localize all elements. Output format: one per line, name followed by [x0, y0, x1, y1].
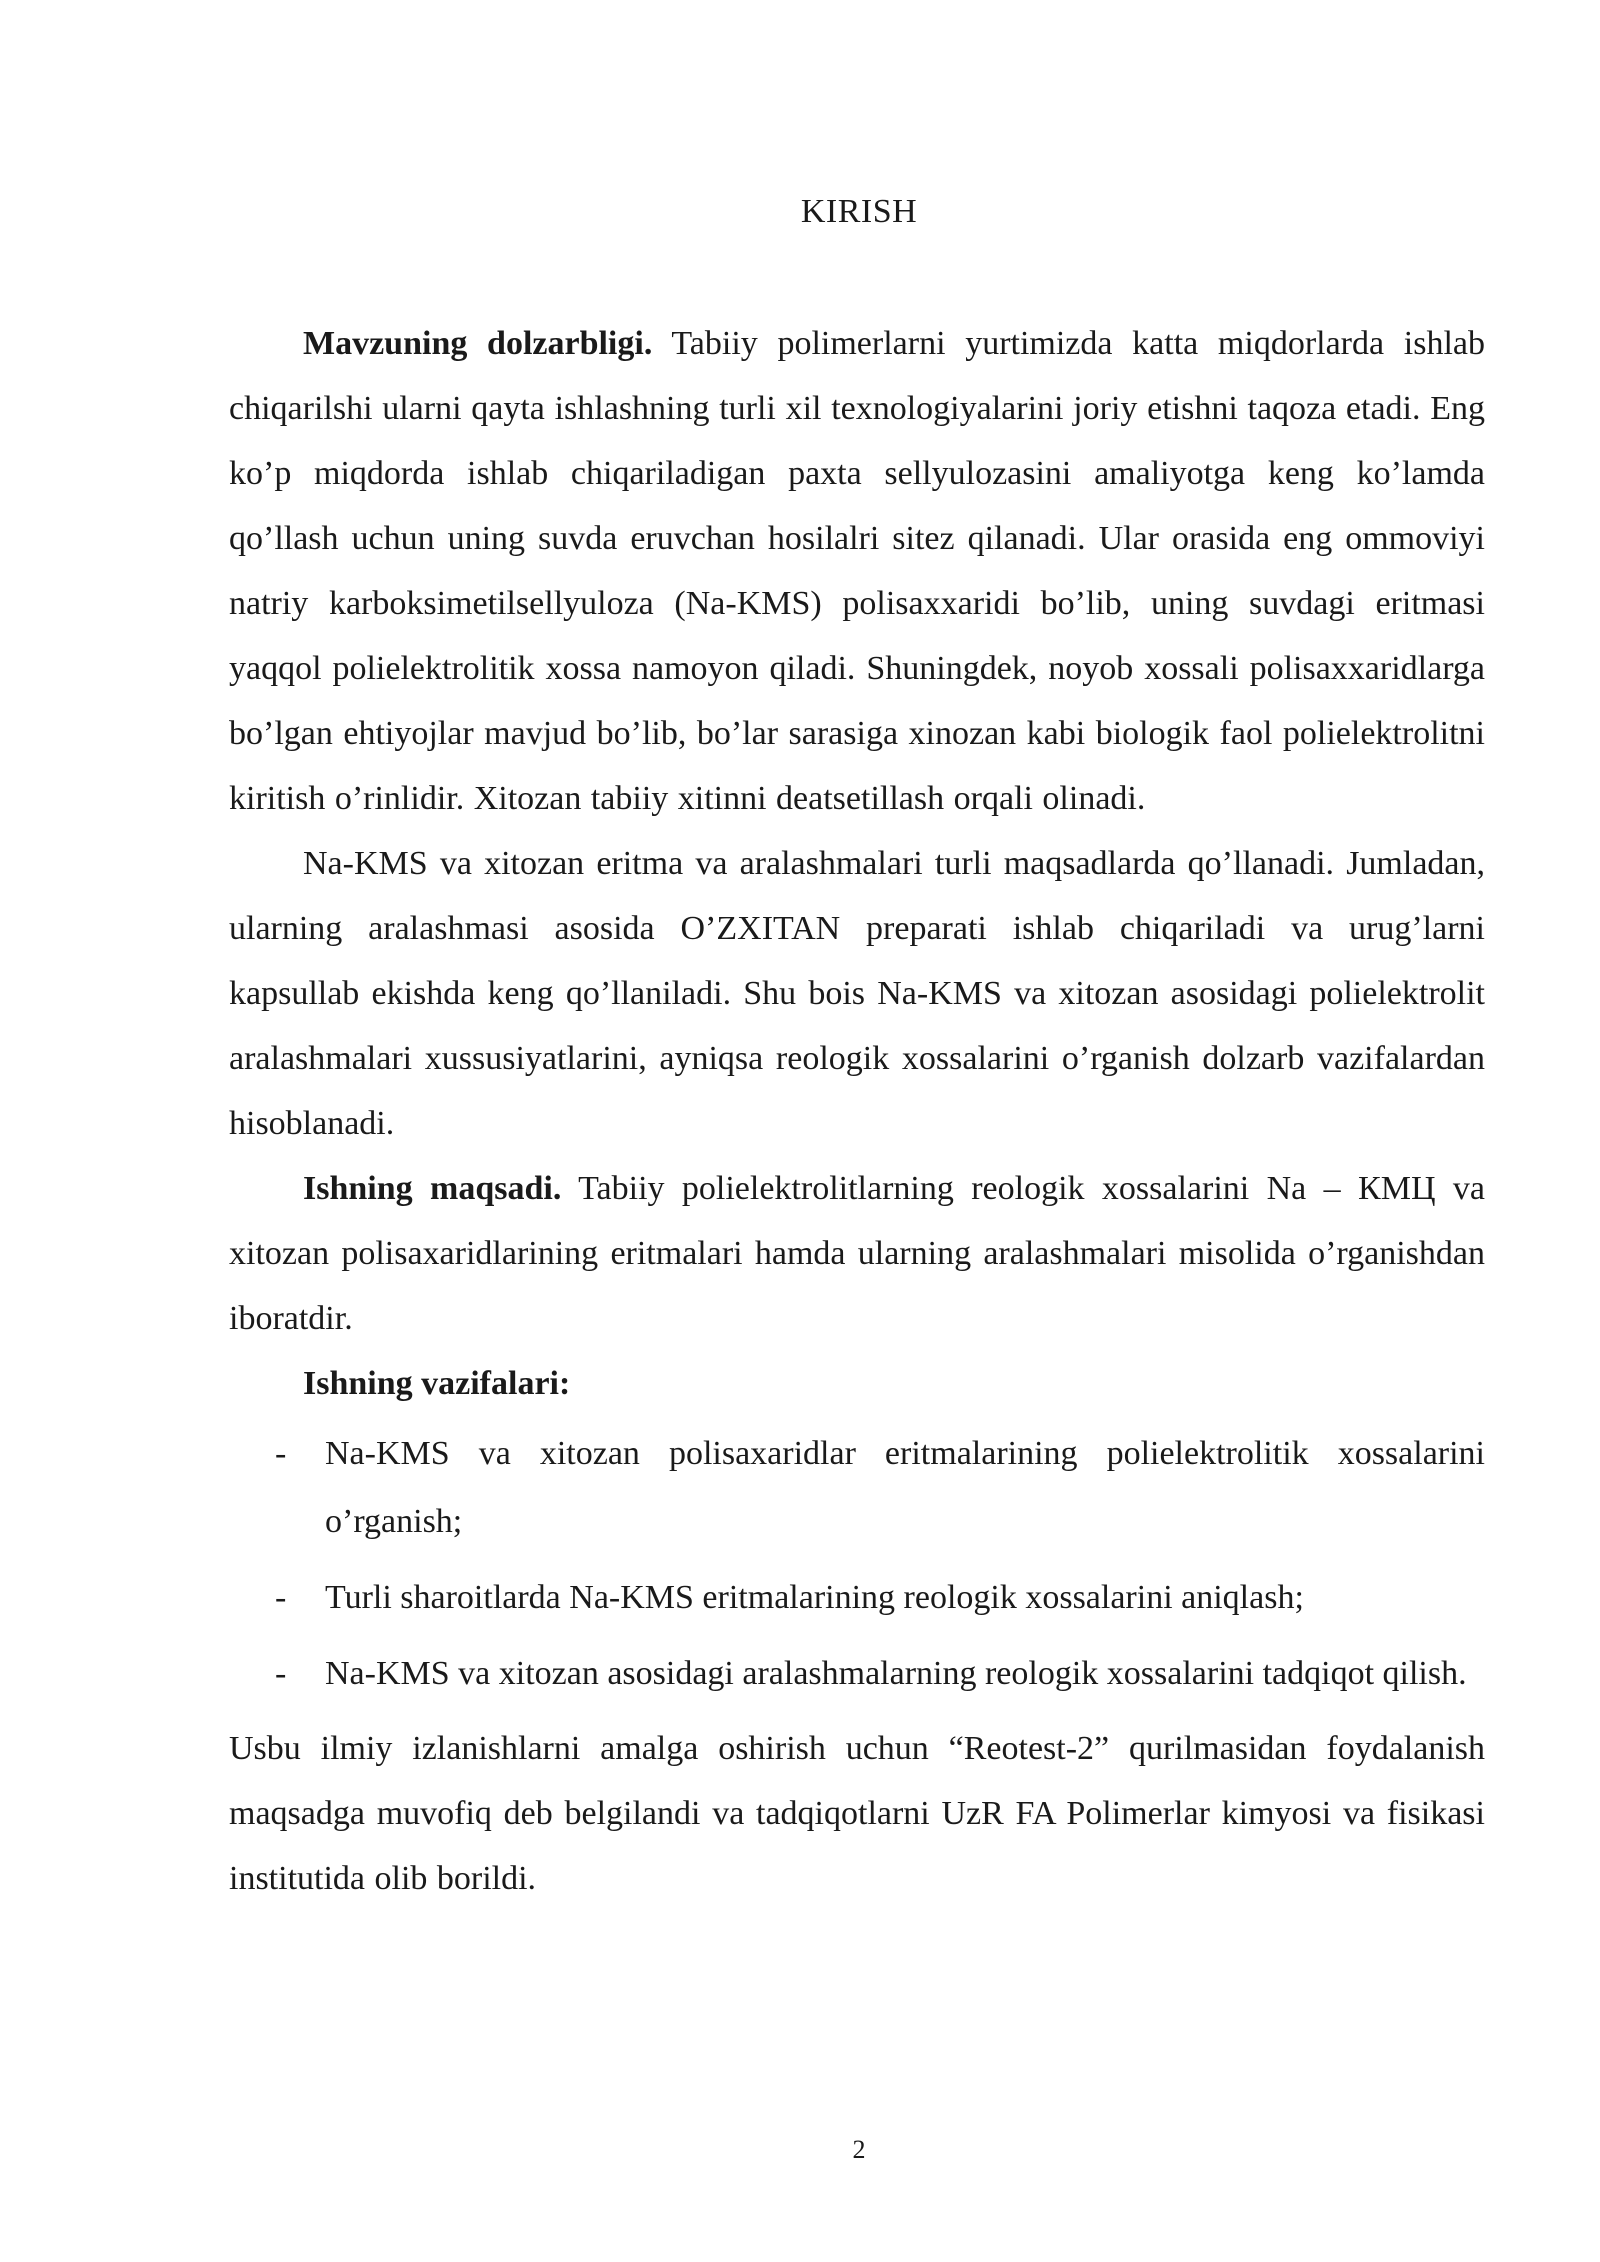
goal-heading: Ishning maqsadi.	[303, 1170, 562, 1207]
closing-paragraph: Usbu ilmiy izlanishlarni amalga oshirish uchun “Reotest-2” qurilmasidan foydalanish maqsadga muvofiq deb belgilandi va tadqiqotlarni UzR FA Polimerlar kimyosi va fisikasi institutida olib borildi.	[229, 1730, 1485, 1897]
goal-paragraph	[229, 1156, 1485, 1351]
list-dash: -	[275, 1579, 287, 1616]
goal-text: Tabiiy polielektrolitlarning reologik xossalarini Na – КМЦ va xitozan polisaxaridlarining eritmalari hamda ularning aralashmalari misolida o’rganishdan iboratdir.	[229, 1170, 1485, 1337]
task-text: Na-KMS va xitozan asosidagi aralashmalarning reologik xossalarini tadqiqot qilish.	[325, 1655, 1467, 1692]
list-dash: -	[275, 1435, 287, 1472]
list-item	[229, 1564, 1485, 1632]
page-title: KIRISH	[800, 193, 918, 230]
list-dash: -	[275, 1655, 287, 1692]
page-number: 2	[852, 2135, 866, 2164]
list-item	[229, 1640, 1485, 1708]
document-body	[229, 311, 1485, 1911]
list-item	[229, 1420, 1485, 1556]
intro-heading: Mavzuning dolzarbligi.	[303, 325, 653, 362]
intro-text: Tabiiy polimerlarni yurtimizda katta miqdorlarda ishlab chiqarilshi ularni qayta ishlashning turli xil texnologiyalarini joriy etishni taqoza etadi. Eng ko’p miqdorda ishlab chiqariladigan paxta sellyulozasini amaliyotga keng ko’lamda qo’llash uchun uning suvda eruvchan hosilalri sitez qilanadi. Ular orasida eng ommoviyi natriy karboksimetilsellyuloza (Na-KMS) polisaxxaridi bo’lib, uning suvdagi eritmasi yaqqol polielektrolitik xossa namoyon qiladi. Shuningdek, noyob xossali polisaxxaridlarga bo’lgan ehtiyojlar mavjud bo’lib, bo’lar sarasiga xinozan kabi biologik faol polielektrolitni kiritish o’rinlidir. Xitozan tabiiy xitinni deatsetillash orqali olinadi.	[229, 325, 1485, 817]
task-text: Turli sharoitlarda Na-KMS eritmalarining reologik xossalarini aniqlash;	[325, 1579, 1304, 1616]
tasks-heading: Ishning vazifalari:	[303, 1365, 571, 1402]
paragraph-2: Na-KMS va xitozan eritma va aralashmalari turli maqsadlarda qo’llanadi. Jumladan, ularning aralashmasi asosida O’ZXITAN preparati ishlab chiqariladi va urug’larni kapsullab ekishda keng qo’llaniladi. Shu bois Na-KMS va xitozan asosidagi polielektrolit aralashmalari xussusiyatlarini, ayniqsa reologik xossalarini o’rganish dolzarb vazifalardan hisoblanadi.	[229, 845, 1485, 1142]
task-text: Na-KMS va xitozan polisaxaridlar eritmalarining polielektrolitik xossalarini o’rganish;	[325, 1435, 1485, 1540]
tasks-list	[229, 1420, 1485, 1708]
intro-paragraph	[229, 311, 1485, 831]
